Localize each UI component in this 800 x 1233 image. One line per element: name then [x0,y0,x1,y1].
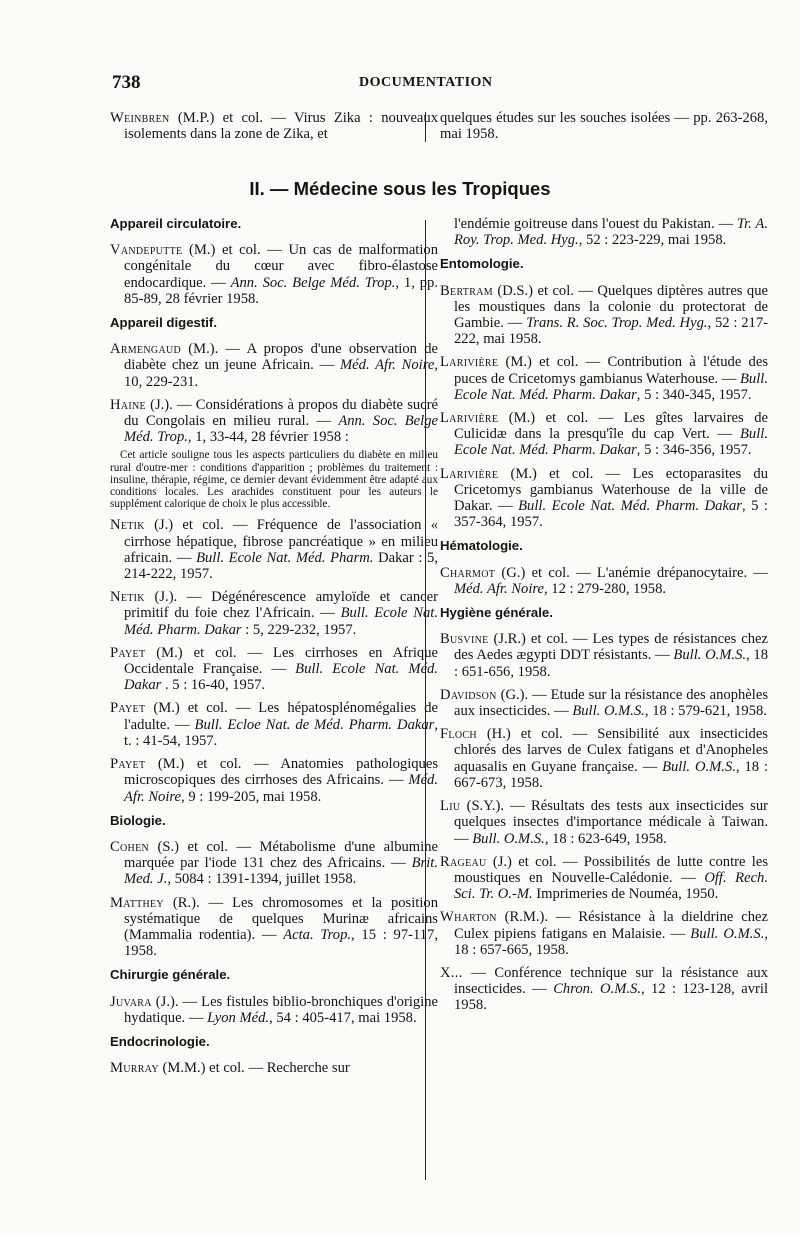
category-heading: Entomologie. [440,256,524,272]
bibliography-entry: Busvine (J.R.) et col. — Les types de résistances chez des Aedes ægypti DDT résistants. — Bull. O.M.S., 18 : 651-656, 1958. [440,631,769,680]
category-heading: Appareil circulatoire. [110,216,242,231]
bibliography-entry: X... — Conférence technique sur la résistance aux insecticides. — Chron. O.M.S., 12 : 123-128, avril 1958. [440,964,768,1014]
bibliography-entry: Vandeputte (M.) et col. — Un cas de malformation congénitale du cœur avec fibro-élastose endocardique. — Ann. Soc. Belge Méd. Trop., 1, pp. 85-89, 28 février 1958. [110,242,438,307]
right-column [440,216,768,1021]
bibliography-entry: Charmot (G.) et col. — L'anémie drépanocytaire. — Méd. Afr. Noire, 12 : 279-280, 1958. [440,564,768,597]
section-title: II. — Médecine sous les Tropiques [249,178,551,199]
left-column [110,216,438,1083]
bibliography-entry: Haine (J.). — Considérations à propos du diabète sucré du Congolais en milieu rural. — Ann. Soc. Belge Méd. Trop., 1, 33-44, 28 février 1958 : [110,396,438,446]
category-heading: Appareil digestif. [110,315,217,331]
bibliography-entry: Juvara (J.). — Les fistules biblio-bronchiques d'origine hydatique. — Lyon Méd., 54 : 405-417, mai 1958. [110,993,438,1026]
running-title: DOCUMENTATION [359,75,493,90]
category-heading: Endocrinologie. [110,1033,210,1049]
bibliography-entry: Wharton (R.M.). — Résistance à la dieldrine chez Culex pipiens fatigans en Malaisie. — Bull. O.M.S., 18 : 657-665, 1958. [440,909,768,958]
category-heading: Hygiène générale. [440,605,553,621]
bibliography-entry: Davidson (G.). — Etude sur la résistance des anophèles aux insecticides. — Bull. O.M.S., 18 : 579-621, 1958. [440,686,768,720]
bibliography-entry-continued: l'endémie goitreuse dans l'ouest du Pakistan. — Tr. A. Roy. Trop. Med. Hyg., 52 : 223-229, mai 1958. [454,216,768,249]
bibliography-entry: Liu (S.Y.). — Résultats des tests aux insecticides sur quelques insectes d'importance médicale à Taiwan. — Bull. O.M.S., 18 : 623-649, 1958. [440,798,768,847]
bibliography-entry: Rageau (J.) et col. — Possibilités de lutte contre les moustiques en Nouvelle-Calédonie. — Off. Rech. Sci. Tr. O.-M. Imprimeries de Nouméa, 1950. [440,853,768,903]
bibliography-entry: Netik (J.) et col. — Fréquence de l'association « cirrhose hépatique, fibrose pancréatique » en milieu africain. — Bull. Ecole Nat. Méd. Pharm. Dakar : 5, 214-222, 1957. [110,517,438,583]
bibliography-entry: Payet (M.) et col. — Anatomies pathologiques microscopiques des cirrhoses des Africains. — Méd. Afr. Noire, 9 : 199-205, mai 1958. [110,756,438,805]
bibliography-entry: Armengaud (M.). — A propos d'une observation de diabète chez un jeune Africain. — Méd. Afr. Noire, 10, 229-231. [110,341,438,390]
top-right-fragment: quelques études sur les souches isolées — pp. 263-268, mai 1958. [440,110,768,143]
bibliography-entry: Matthey (R.). — Les chromosomes et la position systématique de quelques Murinæ africains (Mammalia rodentia). — Acta. Trop., 15 : 97-117, 1958. [110,894,439,960]
bibliography-entry: Larivière (M.) et col. — Contribution à l'étude des puces de Cricetomys gambianus Waterhouse. — Bull. Ecole Nat. Méd. Pharm. Dakar, 5 : 340-345, 1957. [440,354,768,403]
bibliography-entry: Murray (M.M.) et col. — Recherche sur [110,1060,350,1077]
category-heading: Chirurgie générale. [110,967,231,983]
bibliography-entry: Cohen (S.) et col. — Métabolisme d'une albumine marquée par l'iode 131 chez des Africains. — Brit. Med. J., 5084 : 1391-1394, juillet 1958. [110,838,438,888]
bibliography-entry: Floch (H.) et col. — Sensibilité aux insecticides chlorés des larves de Culex fatigans et d'Anopheles aquasalis en Guyane française. — Bull. O.M.S., 18 : 667-673, 1958. [440,726,768,791]
category-heading: Hématologie. [440,538,523,554]
top-left-fragment: Weinbren (M.P.) et col. — Virus Zika : nouveaux isolements dans la zone de Zika, et [110,110,438,143]
bibliography-entry: Bertram (D.S.) et col. — Quelques diptères autres que les moustiques dans la colonie du protectorat de Gambie. — Trans. R. Soc. Trop. Med. Hyg., 52 : 217-222, mai 1958. [440,282,768,348]
page-number: 738 [112,72,141,93]
bibliography-entry: Netik (J.). — Dégénérescence amyloïde et cancer primitif du foie chez l'Africain. — Bull. Ecole Nat. Méd. Pharm. Dakar : 5, 229-232, 1957. [110,589,438,638]
bibliography-entry: Payet (M.) et col. — Les hépatosplénomégalies de l'adulte. — Bull. Ecloe Nat. de Méd. Pharm. Dakar, t. : 41-54, 1957. [110,700,438,749]
bibliography-entry: Larivière (M.) et col. — Les gîtes larvaires de Culicidæ dans la presqu'île du cap Vert. — Bull. Ecole Nat. Méd. Pharm. Dakar, 5 : 346-356, 1957. [440,410,768,459]
entry-abstract: Cet article souligne tous les aspects particuliers du diabète en milieu rural d'outre-mer : conditions d'apparition ; problèmes du traitement : insuline, thérapie, régime, ce dernier devant évidemment être adapté aux conditions locales. Les arachides constituent pour les auteurs le supplément calorique de choix le plus accessible. [110,449,438,511]
category-heading: Biologie. [110,812,166,828]
bibliography-entry: Larivière (M.) et col. — Les ectoparasites du Cricetomys gambianus Waterhouse de la ville de Dakar. — Bull. Ecole Nat. Méd. Pharm. Dakar, 5 : 357-364, 1957. [440,465,768,531]
bibliography-entry: Payet (M.) et col. — Les cirrhoses en Afrique Occidentale Française. — Bull. Ecole Nat. Méd. Dakar . 5 : 16-40, 1957. [110,644,438,694]
